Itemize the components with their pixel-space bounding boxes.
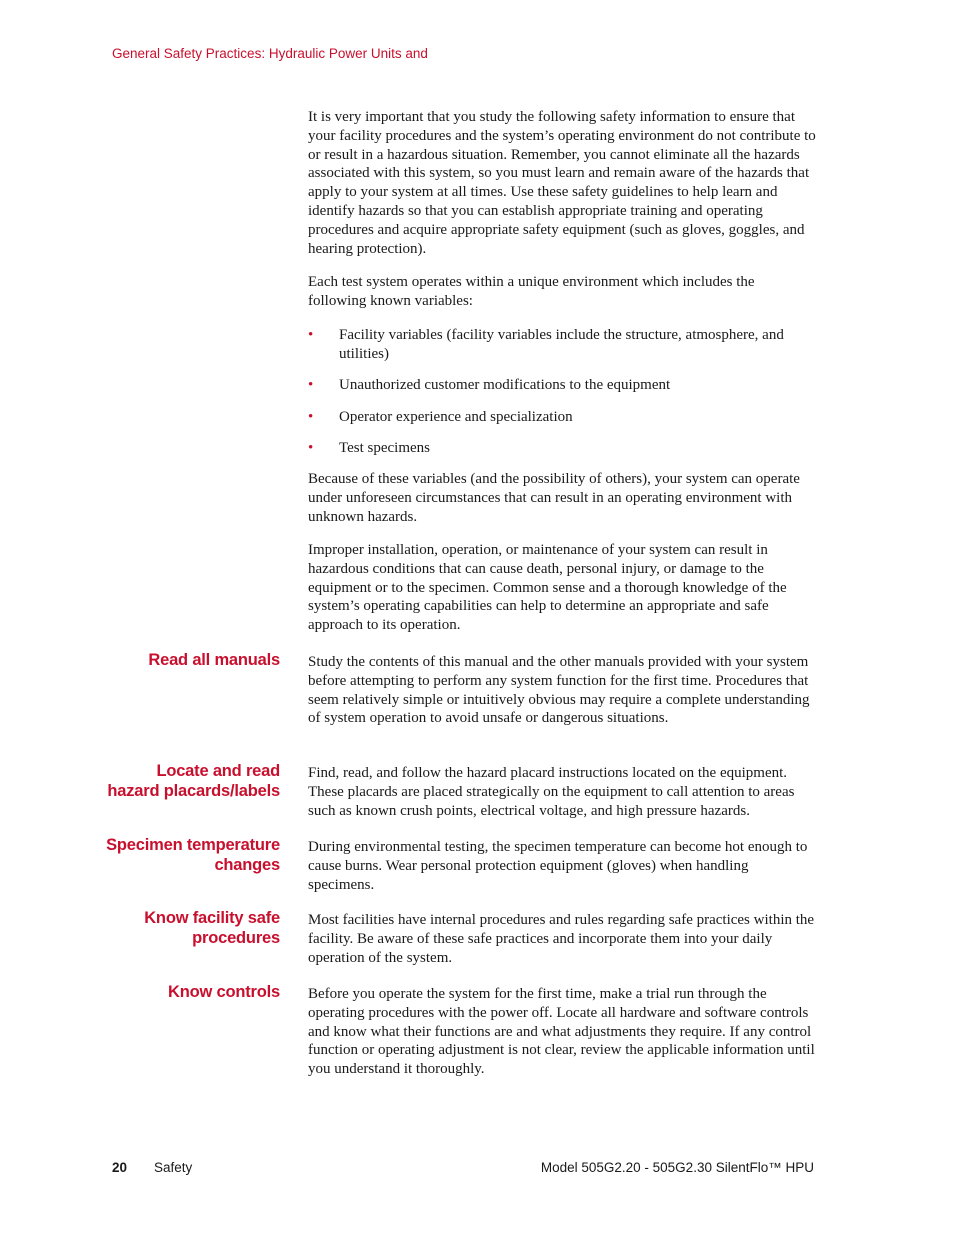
list-item — [308, 376, 816, 395]
heading-line: Read all manuals — [148, 651, 280, 669]
intro-paragraph-4: Improper installation, operation, or maintenance of your system can result in hazardous conditions that can cause death, personal injury, or damage to the equipment or to the specimen. Common sense and a thorough knowledge of the system’s operating capabilities can help to determine an appropriate and safe approach to its operation. — [308, 542, 787, 634]
bullet-icon: • — [308, 408, 314, 425]
bullet-icon: • — [308, 377, 314, 394]
list-item-text: Operator experience and specialization — [339, 408, 573, 425]
bullet-icon: • — [308, 327, 314, 343]
heading-line: Know facility safe — [144, 909, 280, 927]
heading-line: changes — [214, 855, 280, 874]
section-heading-know-controls — [80, 983, 280, 1003]
section-body-know-controls: Before you operate the system for the first time, make a trial run through the operating procedures with the power off. Locate all hardware and software controls and know what their functions are and what adjustments they require. If any control function or operating adjustment is not clear, review the applicable information until you understand it thoroughly. — [308, 986, 815, 1078]
footer-section-name: Safety — [154, 1160, 193, 1175]
section-body-specimen-temperature: During environmental testing, the specimen temperature can become hot enough to cause burns. Wear personal protection equipment (gloves) when handling specimens. — [308, 839, 808, 893]
section-body-hazard-placards: Find, read, and follow the hazard placard instructions located on the equipment. These placards are placed strategically on the equipment to call attention to areas such as known crush points, electrical voltage, and high pressure hazards. — [308, 765, 795, 819]
running-header: General Safety Practices: Hydraulic Power Units and — [112, 46, 428, 61]
section-heading-specimen-temperature — [80, 836, 280, 875]
variables-list — [308, 326, 816, 470]
section-heading-read-manuals — [80, 651, 280, 671]
section-heading-facility-procedures — [80, 909, 280, 948]
intro-paragraph-3: Because of these variables (and the possibility of others), your system can operate under unforeseen circumstances that can result in an operating environment with unknown hazards. — [308, 471, 800, 525]
heading-line: Know controls — [168, 983, 280, 1001]
bullet-icon: • — [308, 439, 314, 456]
list-item — [308, 408, 816, 427]
list-item-text: Unauthorized customer modifications to the equipment — [339, 377, 671, 394]
heading-line: hazard placards/labels — [107, 781, 280, 800]
list-item — [308, 439, 816, 458]
page-number: 20 — [112, 1160, 128, 1175]
intro-paragraph-2: Each test system operates within a unique environment which includes the following known variables: — [308, 274, 755, 309]
list-item-text: Facility variables (facility variables include the structure, atmosphere, and utilities) — [339, 327, 784, 362]
heading-line: procedures — [192, 928, 280, 947]
intro-paragraph-1: It is very important that you study the following safety information to ensure that your facility procedures and the system’s operating environment do not contribute to or result in a hazardous situation. Remember, you cannot eliminate all the hazards associated with this system, so you must learn and remain aware of the hazards that apply to your system at all times. Use these safety guidelines to help learn and identify hazards so that you can establish appropriate training and operating procedures and acquire appropriate safety equipment (such as gloves, goggles, and hearing protection). — [308, 109, 816, 257]
list-item — [308, 326, 816, 364]
heading-line: Specimen temperature — [106, 836, 280, 854]
list-item-text: Test specimens — [339, 439, 431, 456]
section-heading-hazard-placards — [80, 762, 280, 801]
footer-model: Model 505G2.20 - 505G2.30 SilentFlo™ HPU — [540, 1160, 814, 1175]
heading-line: Locate and read — [156, 762, 280, 780]
section-body-read-manuals: Study the contents of this manual and the other manuals provided with your system before attempting to perform any system function for the first time. Procedures that seem relatively simple or intuitively obvious may require a complete understanding of system operation to avoid unsafe or dangerous situations. — [308, 654, 810, 727]
section-body-facility-procedures: Most facilities have internal procedures and rules regarding safe practices within the facility. Be aware of these safe practices and incorporate them into your daily operation of the system. — [308, 912, 815, 966]
